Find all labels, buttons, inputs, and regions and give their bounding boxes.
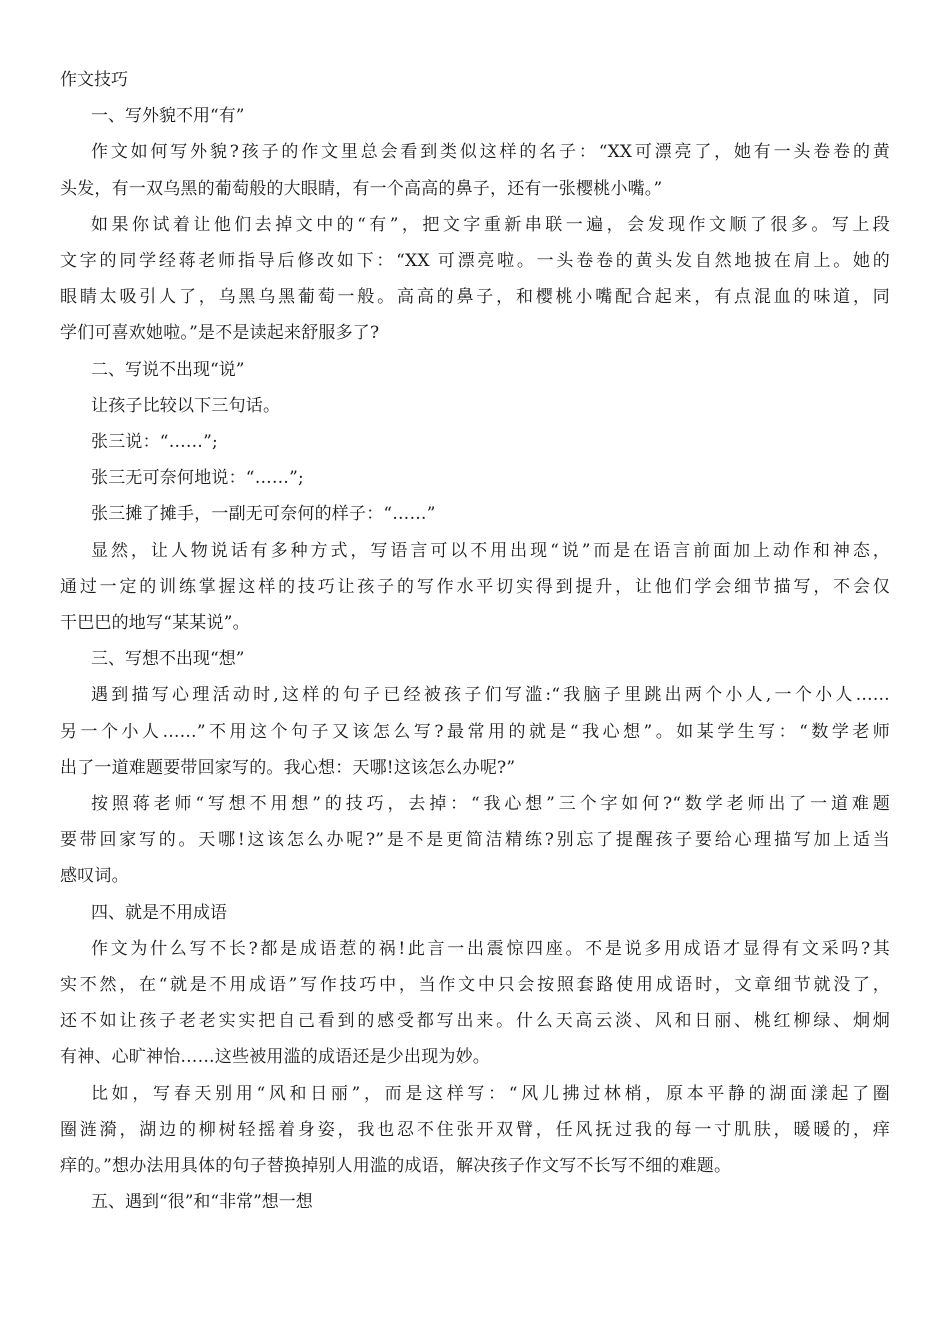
paragraph-line: 遇到描写心理活动时,这样的句子已经被孩子们写滥:“我脑子里跳出两个小人,一个小人…… (91, 685, 890, 706)
paragraph-line: 感叹词。 (60, 866, 129, 887)
paragraph-line: 头发，有一双乌黑的葡萄般的大眼睛，有一个高高的鼻子，还有一张樱桃小嘴。” (60, 178, 663, 199)
paragraph-line: 作文为什么写不长?都是成语惹的祸!此言一出震惊四座。不是说多用成语才显得有文采吗?其 (91, 938, 890, 959)
paragraph-line: 显然，让人物说话有多种方式，写语言可以不用出现“说”而是在语言前面加上动作和神态， (91, 540, 890, 561)
document-page (60, 62, 890, 1221)
section-heading: 三、写想不出现“想” (91, 649, 245, 670)
paragraph-line: 张三无可奈何地说：“……”; (91, 468, 304, 489)
paragraph-line: 比如，写春天别用“风和日丽”，而是这样写：“风儿拂过林梢，原本平静的湖面漾起了圈 (91, 1083, 890, 1104)
paragraph-line: 另一个小人……”不用这个句子又该怎么写?最常用的就是“我心想”。如某学生写：“数学老师 (60, 721, 890, 742)
paragraph-line: 要带回家写的。天哪!这该怎么办呢?”是不是更简洁精练?别忘了提醒孩子要给心理描写加上适当 (60, 830, 890, 851)
paragraph-line: 通过一定的训练掌握这样的技巧让孩子的写作水平切实得到提升，让他们学会细节描写，不会仅 (60, 576, 890, 597)
paragraph-line: 让孩子比较以下三句话。 (91, 395, 281, 416)
paragraph-line: 圈涟漪，湖边的柳树轻摇着身姿，我也忍不住张开双臂，任风抚过我的每一寸肌肤，暖暖的，痒 (60, 1119, 890, 1140)
paragraph-line: 作文如何写外貌?孩子的作文里总会看到类似这样的名子：“XX可漂亮了，她有一头卷卷的黄 (91, 142, 890, 163)
section-heading: 五、遇到“很”和“非常”想一想 (91, 1192, 313, 1213)
paragraph-line: 文字的同学经蒋老师指导后修改如下：“XX 可漂亮啦。一头卷卷的黄头发自然地披在肩上。她的 (60, 251, 890, 272)
paragraph-line: 干巴巴的地写“某某说”。 (60, 613, 250, 634)
paragraph-line: 还不如让孩子老老实实把自己看到的感受都写出来。什么天高云淡、风和日丽、桃红柳绿、炯炯 (60, 1011, 890, 1032)
section-heading: 四、就是不用成语 (91, 902, 227, 923)
paragraph-line: 实不然，在“就是不用成语”写作技巧中，当作文中只会按照套路使用成语时，文章细节就没了， (60, 975, 890, 996)
paragraph-line: 有神、心旷神怡……这些被用滥的成语还是少出现为妙。 (60, 1047, 490, 1068)
paragraph-line: 眼睛太吸引人了，乌黑乌黑葡萄一般。高高的鼻子，和樱桃小嘴配合起来，有点混血的味道，同 (60, 287, 890, 308)
document-body (60, 98, 890, 1220)
section-heading: 二、写说不出现“说” (91, 359, 245, 380)
paragraph-line: 按照蒋老师“写想不用想”的技巧，去掉：“我心想”三个字如何?“数学老师出了一道难题 (91, 794, 890, 815)
paragraph-line: 张三摊了摊手，一副无可奈何的样子：“……” (91, 504, 436, 525)
document-title: 作文技巧 (60, 70, 128, 90)
paragraph-line: 如果你试着让他们去掉文中的“有”，把文字重新串联一遍，会发现作文顺了很多。写上段 (91, 214, 890, 235)
paragraph-line: 学们可喜欢她啦。”是不是读起来舒服多了? (60, 323, 380, 344)
paragraph-line: 出了一道难题要带回家写的。我心想：天哪!这该怎么办呢?” (60, 757, 516, 778)
section-heading: 一、写外貌不用“有” (91, 106, 245, 127)
paragraph-line: 痒的。”想办法用具体的句子替换掉别人用滥的成语，解决孩子作文写不长写不细的难题。 (60, 1156, 732, 1177)
paragraph-line: 张三说：“……”; (91, 432, 218, 453)
